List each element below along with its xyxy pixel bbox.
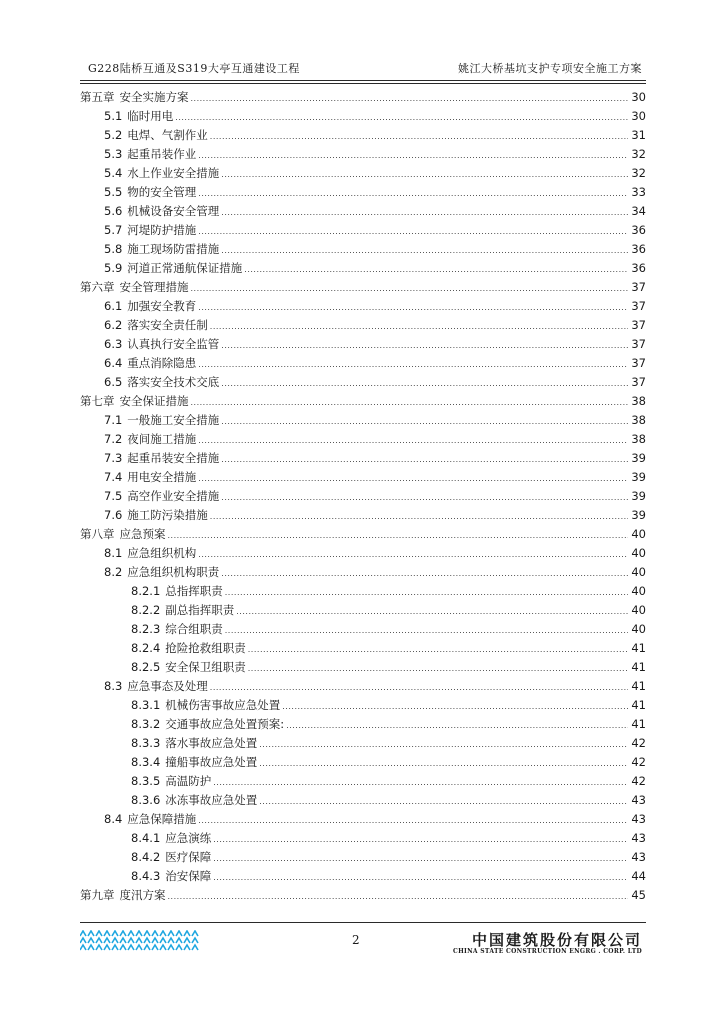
- toc-entry-title: 夜间施工措施: [127, 432, 197, 446]
- toc-entry-page: 41: [631, 698, 646, 712]
- footer-pattern-mark: [120, 945, 126, 950]
- toc-entry-title: 落实安全技术交底: [127, 375, 220, 389]
- toc-entry-number: 8.2.5: [131, 660, 161, 674]
- footer-pattern-mark: [128, 945, 134, 950]
- toc-entry[interactable]: [80, 145, 646, 164]
- toc-entry-number: 8.3.2: [131, 717, 161, 731]
- footer-pattern-mark: [128, 931, 134, 936]
- toc-entry-title: 一般施工安全措施: [127, 413, 220, 427]
- toc-entry[interactable]: [80, 487, 646, 506]
- toc-entry-number: 5.5: [104, 185, 123, 199]
- toc-entry-page: 42: [631, 774, 646, 788]
- toc-leader-dots: [244, 260, 628, 279]
- toc-entry-page: 38: [631, 413, 646, 427]
- toc-entry-number: 8.3: [104, 679, 123, 693]
- toc-entry[interactable]: [80, 810, 646, 829]
- toc-entry-number: 8.4.1: [131, 831, 161, 845]
- toc-entry-number: 5.6: [104, 204, 123, 218]
- toc-entry-number: 5.9: [104, 261, 123, 275]
- toc-entry[interactable]: [80, 354, 646, 373]
- toc-entry-number: 7.6: [104, 508, 123, 522]
- toc-entry-title: 认真执行安全监管: [127, 337, 220, 351]
- toc-entry-number: 第九章: [80, 888, 115, 902]
- toc-leader-dots: [248, 659, 628, 678]
- toc-entry[interactable]: [80, 430, 646, 449]
- toc-entry-page: 33: [631, 185, 646, 199]
- table-of-contents: [80, 88, 646, 905]
- footer-pattern-mark: [104, 938, 110, 943]
- toc-entry-page: 37: [631, 356, 646, 370]
- toc-entry[interactable]: [80, 449, 646, 468]
- toc-leader-dots: [225, 621, 628, 640]
- toc-leader-dots: [282, 697, 628, 716]
- toc-entry-number: 第七章: [80, 394, 115, 408]
- toc-entry-page: 44: [631, 869, 646, 883]
- toc-entry-title: 机械伤害事故应急处置: [165, 698, 281, 712]
- footer-pattern-mark: [176, 938, 182, 943]
- toc-entry-title: 应急组织机构: [127, 546, 197, 560]
- toc-leader-dots: [198, 811, 628, 830]
- footer-pattern-mark: [80, 938, 86, 943]
- footer-pattern-mark: [136, 945, 142, 950]
- toc-leader-dots: [236, 602, 628, 621]
- footer-pattern-mark: [88, 938, 94, 943]
- toc-entry-number: 5.3: [104, 147, 123, 161]
- footer-pattern-mark: [112, 931, 118, 936]
- toc-entry[interactable]: [80, 620, 646, 639]
- footer-pattern-mark: [80, 931, 86, 936]
- toc-entry-page: 38: [631, 394, 646, 408]
- footer-pattern-mark: [176, 931, 182, 936]
- toc-entry-page: 45: [631, 888, 646, 902]
- toc-entry-page: 30: [631, 109, 646, 123]
- toc-entry-title: 落实安全责任制: [127, 318, 208, 332]
- toc-entry-title: 起重吊装安全措施: [127, 451, 220, 465]
- toc-entry[interactable]: [80, 829, 646, 848]
- toc-entry-page: 41: [631, 660, 646, 674]
- toc-entry[interactable]: [80, 126, 646, 145]
- toc-entry-number: 5.4: [104, 166, 123, 180]
- toc-entry-page: 42: [631, 755, 646, 769]
- toc-entry-page: 38: [631, 432, 646, 446]
- toc-entry-number: 6.5: [104, 375, 123, 389]
- footer-wave-pattern-icon: [80, 930, 200, 952]
- toc-entry-page: 34: [631, 204, 646, 218]
- toc-entry-number: 8.2.4: [131, 641, 161, 655]
- page-header: [80, 60, 646, 78]
- footer-pattern-mark: [160, 938, 166, 943]
- footer-pattern-mark: [80, 945, 86, 950]
- header-document-title: 姚江大桥基坑支护专项安全施工方案: [458, 62, 642, 75]
- toc-entry-title: 总指挥职责: [165, 584, 223, 598]
- toc-entry-number: 7.3: [104, 451, 123, 465]
- toc-leader-dots: [191, 89, 629, 108]
- toc-leader-dots: [225, 583, 628, 602]
- toc-entry-title: 落水事故应急处置: [165, 736, 258, 750]
- footer-pattern-mark: [168, 945, 174, 950]
- toc-leader-dots: [248, 640, 628, 659]
- toc-leader-dots: [198, 545, 628, 564]
- toc-entry[interactable]: [80, 734, 646, 753]
- toc-entry-number: 8.2.1: [131, 584, 161, 598]
- toc-entry-number: 8.2.3: [131, 622, 161, 636]
- toc-entry[interactable]: [80, 392, 646, 411]
- toc-entry[interactable]: [80, 221, 646, 240]
- toc-entry-page: 43: [631, 793, 646, 807]
- toc-entry-page: 40: [631, 603, 646, 617]
- toc-entry-page: 39: [631, 508, 646, 522]
- toc-entry[interactable]: [80, 316, 646, 335]
- toc-leader-dots: [198, 298, 628, 317]
- toc-entry[interactable]: [80, 411, 646, 430]
- toc-entry[interactable]: [80, 297, 646, 316]
- toc-entry-title: 物的安全管理: [127, 185, 197, 199]
- footer-pattern-mark: [112, 938, 118, 943]
- toc-entry-page: 32: [631, 166, 646, 180]
- footer-pattern-mark: [184, 945, 190, 950]
- footer-pattern-mark: [120, 938, 126, 943]
- toc-entry[interactable]: [80, 468, 646, 487]
- footer-pattern-mark: [144, 931, 150, 936]
- toc-entry-title: 高空作业安全措施: [127, 489, 220, 503]
- toc-entry-title: 副总指挥职责: [165, 603, 235, 617]
- toc-entry-title: 安全保证措施: [119, 394, 189, 408]
- toc-entry[interactable]: [80, 506, 646, 525]
- toc-entry-number: 6.3: [104, 337, 123, 351]
- toc-entry-page: 43: [631, 812, 646, 826]
- toc-entry-number: 8.4: [104, 812, 123, 826]
- toc-entry[interactable]: [80, 183, 646, 202]
- toc-entry-title: 抢险抢救组职责: [165, 641, 246, 655]
- toc-entry-number: 第五章: [80, 90, 115, 104]
- footer-pattern-mark: [96, 931, 102, 936]
- footer-pattern-mark: [88, 931, 94, 936]
- toc-entry-title: 重点消除隐患: [127, 356, 197, 370]
- toc-entry-page: 39: [631, 451, 646, 465]
- footer-pattern-mark: [192, 945, 198, 950]
- footer-pattern-mark: [96, 938, 102, 943]
- toc-entry-number: 8.1: [104, 546, 123, 560]
- toc-entry-title: 用电安全措施: [127, 470, 197, 484]
- toc-entry-title: 度汛方案: [119, 888, 166, 902]
- toc-leader-dots: [221, 488, 628, 507]
- toc-entry[interactable]: [80, 525, 646, 544]
- toc-entry-number: 7.4: [104, 470, 123, 484]
- footer-pattern-mark: [160, 931, 166, 936]
- toc-entry-number: 8.2.2: [131, 603, 161, 617]
- toc-entry-title: 起重吊装作业: [127, 147, 197, 161]
- toc-entry[interactable]: [80, 107, 646, 126]
- toc-leader-dots: [198, 146, 628, 165]
- footer-pattern-mark: [136, 931, 142, 936]
- toc-entry-title: 撞船事故应急处置: [165, 755, 258, 769]
- toc-leader-dots: [175, 108, 628, 127]
- toc-entry-title: 治安保障: [165, 869, 212, 883]
- toc-entry-title: 综合组职责: [165, 622, 223, 636]
- toc-entry-number: 8.2: [104, 565, 123, 579]
- toc-entry[interactable]: [80, 335, 646, 354]
- toc-entry[interactable]: [80, 563, 646, 582]
- toc-entry-page: 37: [631, 318, 646, 332]
- toc-leader-dots: [168, 887, 629, 906]
- toc-entry-title: 加强安全教育: [127, 299, 197, 313]
- toc-entry-number: 6.4: [104, 356, 123, 370]
- toc-leader-dots: [191, 393, 629, 412]
- footer-pattern-mark: [176, 945, 182, 950]
- toc-entry-page: 41: [631, 679, 646, 693]
- header-rule: [80, 80, 646, 84]
- toc-entry-number: 5.8: [104, 242, 123, 256]
- header-project-title: G228陆桥互通及S319大亭互通建设工程: [88, 62, 300, 75]
- toc-entry-title: 河道正常通航保证措施: [127, 261, 243, 275]
- toc-entry-page: 37: [631, 280, 646, 294]
- toc-entry-title: 应急保障措施: [127, 812, 197, 826]
- footer-rule: [80, 922, 646, 923]
- toc-entry-title: 应急组织机构职责: [127, 565, 220, 579]
- toc-leader-dots: [221, 203, 628, 222]
- toc-leader-dots: [213, 868, 628, 887]
- toc-entry-number: 7.2: [104, 432, 123, 446]
- toc-leader-dots: [213, 773, 628, 792]
- toc-leader-dots: [221, 564, 628, 583]
- toc-entry-number: 8.3.4: [131, 755, 161, 769]
- toc-entry[interactable]: [80, 601, 646, 620]
- toc-entry-number: 8.3.1: [131, 698, 161, 712]
- toc-leader-dots: [221, 412, 628, 431]
- toc-entry[interactable]: [80, 164, 646, 183]
- footer-pattern-mark: [128, 938, 134, 943]
- toc-leader-dots: [286, 716, 628, 735]
- toc-entry-title: 应急演练: [165, 831, 212, 845]
- company-logo-chinese: 中国建筑股份有限公司: [471, 931, 642, 949]
- toc-entry-number: 7.5: [104, 489, 123, 503]
- toc-entry[interactable]: [80, 544, 646, 563]
- footer-pattern-mark: [168, 931, 174, 936]
- toc-entry-page: 41: [631, 641, 646, 655]
- toc-entry-title: 交通事故应急处置预案:: [165, 717, 285, 731]
- toc-entry[interactable]: [80, 772, 646, 791]
- toc-entry-page: 41: [631, 717, 646, 731]
- toc-entry-page: 36: [631, 223, 646, 237]
- toc-leader-dots: [221, 336, 628, 355]
- toc-leader-dots: [191, 279, 629, 298]
- footer-pattern-mark: [160, 945, 166, 950]
- toc-entry[interactable]: [80, 715, 646, 734]
- toc-entry-page: 36: [631, 242, 646, 256]
- toc-entry-title: 应急事态及处理: [127, 679, 208, 693]
- toc-entry-title: 冰冻事故应急处置: [165, 793, 258, 807]
- footer-pattern-mark: [192, 938, 198, 943]
- toc-entry-number: 8.3.6: [131, 793, 161, 807]
- toc-entry-title: 安全保卫组职责: [165, 660, 246, 674]
- toc-entry[interactable]: [80, 658, 646, 677]
- toc-entry[interactable]: [80, 886, 646, 905]
- toc-entry-title: 水上作业安全措施: [127, 166, 220, 180]
- toc-leader-dots: [259, 792, 628, 811]
- footer-pattern-mark: [144, 945, 150, 950]
- toc-entry-title: 电焊、气割作业: [127, 128, 208, 142]
- toc-leader-dots: [210, 507, 628, 526]
- toc-entry-title: 临时用电: [127, 109, 174, 123]
- toc-entry-page: 36: [631, 261, 646, 275]
- toc-entry-page: 43: [631, 850, 646, 864]
- toc-entry-page: 39: [631, 489, 646, 503]
- toc-entry[interactable]: [80, 202, 646, 221]
- toc-entry-number: 8.4.3: [131, 869, 161, 883]
- toc-entry[interactable]: [80, 639, 646, 658]
- toc-entry-number: 6.1: [104, 299, 123, 313]
- toc-leader-dots: [221, 374, 628, 393]
- toc-entry-number: 第八章: [80, 527, 115, 541]
- toc-entry-number: 6.2: [104, 318, 123, 332]
- toc-leader-dots: [259, 735, 628, 754]
- toc-leader-dots: [198, 222, 628, 241]
- toc-entry-number: 5.7: [104, 223, 123, 237]
- toc-entry-title: 施工现场防雷措施: [127, 242, 220, 256]
- footer-pattern-mark: [152, 938, 158, 943]
- toc-entry-title: 应急预案: [119, 527, 166, 541]
- footer-pattern-mark: [88, 945, 94, 950]
- toc-entry-page: 39: [631, 470, 646, 484]
- footer-pattern-mark: [104, 945, 110, 950]
- toc-entry[interactable]: [80, 696, 646, 715]
- toc-entry-number: 8.3.5: [131, 774, 161, 788]
- footer-pattern-mark: [96, 945, 102, 950]
- toc-leader-dots: [221, 450, 628, 469]
- footer-pattern-mark: [184, 938, 190, 943]
- footer-pattern-mark: [144, 938, 150, 943]
- toc-entry-title: 施工防污染措施: [127, 508, 208, 522]
- footer-pattern-mark: [168, 938, 174, 943]
- toc-entry[interactable]: [80, 791, 646, 810]
- toc-entry-page: 43: [631, 831, 646, 845]
- toc-entry-title: 医疗保障: [165, 850, 212, 864]
- toc-entry-page: 31: [631, 128, 646, 142]
- toc-entry[interactable]: [80, 259, 646, 278]
- toc-entry-page: 40: [631, 584, 646, 598]
- footer-pattern-mark: [152, 931, 158, 936]
- toc-entry-page: 37: [631, 375, 646, 389]
- toc-entry-page: 30: [631, 90, 646, 104]
- toc-entry-title: 机械设备安全管理: [127, 204, 220, 218]
- toc-leader-dots: [198, 184, 628, 203]
- footer-pattern-mark: [104, 931, 110, 936]
- toc-entry-number: 8.3.3: [131, 736, 161, 750]
- toc-entry[interactable]: [80, 240, 646, 259]
- toc-leader-dots: [198, 469, 628, 488]
- page-number: 2: [352, 933, 360, 947]
- toc-entry-number: 5.1: [104, 109, 123, 123]
- toc-entry-title: 安全管理措施: [119, 280, 189, 294]
- toc-entry-page: 40: [631, 565, 646, 579]
- toc-entry-page: 37: [631, 337, 646, 351]
- toc-entry[interactable]: [80, 278, 646, 297]
- toc-entry-number: 5.2: [104, 128, 123, 142]
- company-logo-english: CHINA STATE CONSTRUCTION ENGRG . CORP. LTD: [453, 948, 642, 955]
- toc-entry-number: 8.4.2: [131, 850, 161, 864]
- toc-entry[interactable]: [80, 582, 646, 601]
- toc-leader-dots: [210, 127, 628, 146]
- toc-entry-page: 37: [631, 299, 646, 313]
- toc-leader-dots: [198, 431, 628, 450]
- toc-entry[interactable]: [80, 88, 646, 107]
- toc-entry-title: 高温防护: [165, 774, 212, 788]
- toc-leader-dots: [213, 830, 628, 849]
- toc-entry-number: 第六章: [80, 280, 115, 294]
- toc-leader-dots: [168, 526, 629, 545]
- toc-entry[interactable]: [80, 867, 646, 886]
- toc-entry-page: 40: [631, 527, 646, 541]
- toc-leader-dots: [213, 849, 628, 868]
- toc-entry-page: 42: [631, 736, 646, 750]
- toc-entry-title: 河堤防护措施: [127, 223, 197, 237]
- toc-leader-dots: [210, 678, 628, 697]
- toc-leader-dots: [210, 317, 628, 336]
- footer-pattern-mark: [120, 931, 126, 936]
- toc-entry[interactable]: [80, 753, 646, 772]
- toc-entry[interactable]: [80, 677, 646, 696]
- footer-pattern-mark: [184, 931, 190, 936]
- footer-pattern-mark: [136, 938, 142, 943]
- footer-pattern-mark: [112, 945, 118, 950]
- footer-pattern-mark: [152, 945, 158, 950]
- toc-entry-page: 32: [631, 147, 646, 161]
- toc-entry[interactable]: [80, 373, 646, 392]
- toc-leader-dots: [221, 241, 628, 260]
- toc-entry-title: 安全实施方案: [119, 90, 189, 104]
- toc-leader-dots: [198, 355, 628, 374]
- footer-pattern-mark: [192, 931, 198, 936]
- toc-entry[interactable]: [80, 848, 646, 867]
- toc-entry-number: 7.1: [104, 413, 123, 427]
- toc-entry-page: 40: [631, 546, 646, 560]
- toc-leader-dots: [259, 754, 628, 773]
- toc-entry-page: 40: [631, 622, 646, 636]
- toc-leader-dots: [221, 165, 628, 184]
